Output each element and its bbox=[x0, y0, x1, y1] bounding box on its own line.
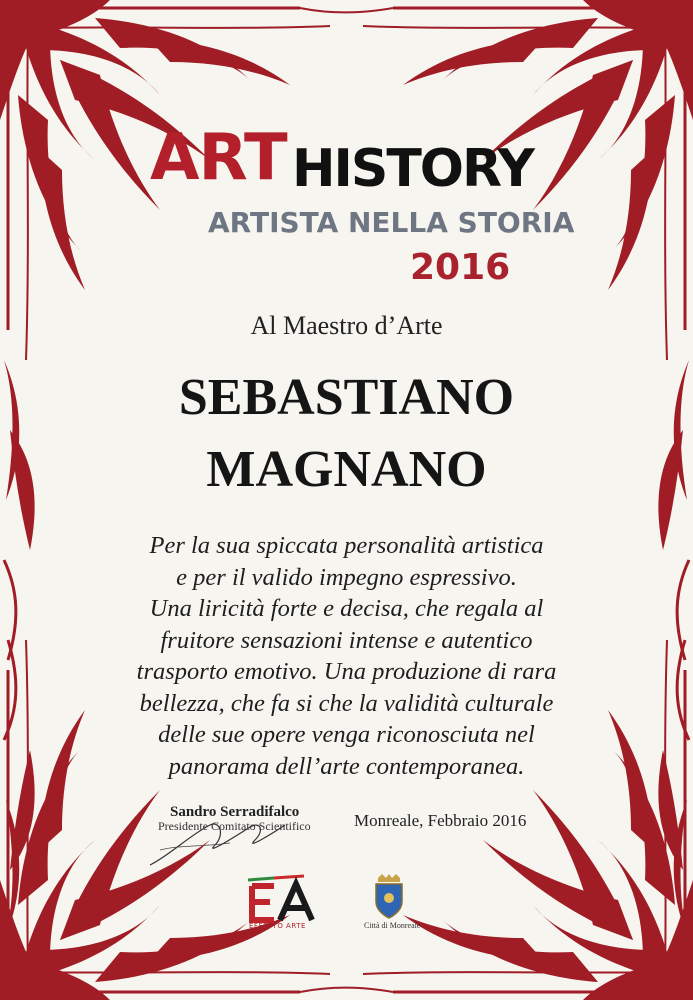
signatory-name: Sandro Serradifalco bbox=[170, 804, 300, 820]
motivation-line: panorama dell’arte contemporanea. bbox=[168, 752, 525, 780]
motivation-line: fruitore sensazioni intense e autentico bbox=[160, 626, 533, 654]
recipient-first-name: SEBASTIANO bbox=[178, 369, 515, 426]
edition-year: 2016 bbox=[410, 247, 511, 288]
title-art: ART bbox=[150, 121, 287, 195]
dedication: Al Maestro d’Arte bbox=[250, 311, 443, 340]
motivation-line: Una liricità forte e decisa, che regala al bbox=[149, 595, 544, 622]
motivation-line: bellezza, che fa si che la validità culturale bbox=[139, 689, 554, 717]
place-date: Monreale, Febbraio 2016 bbox=[354, 811, 527, 830]
motivation-line: Per la sua spiccata personalità artistica bbox=[149, 532, 544, 559]
signatory-role: Presidente Comitato Scientifico bbox=[158, 819, 311, 833]
motivation-line: delle sue opere venga riconosciuta nel bbox=[158, 721, 535, 748]
title-block bbox=[0, 118, 693, 208]
motivation-line: e per il valido impegno espressivo. bbox=[176, 563, 517, 591]
crest-caption: Città di Monreale bbox=[364, 921, 421, 930]
recipient-last-name: MAGNANO bbox=[206, 441, 487, 498]
logo-caption: EFFETTO ARTE bbox=[249, 922, 306, 930]
motivation-line: trasporto emotivo. Una produzione di rara bbox=[136, 658, 557, 685]
title-history: HISTORY bbox=[292, 139, 533, 199]
motivation-text bbox=[80, 530, 613, 782]
subtitle: ARTISTA NELLA STORIA bbox=[208, 206, 575, 239]
monreale-crest-icon bbox=[372, 872, 406, 920]
